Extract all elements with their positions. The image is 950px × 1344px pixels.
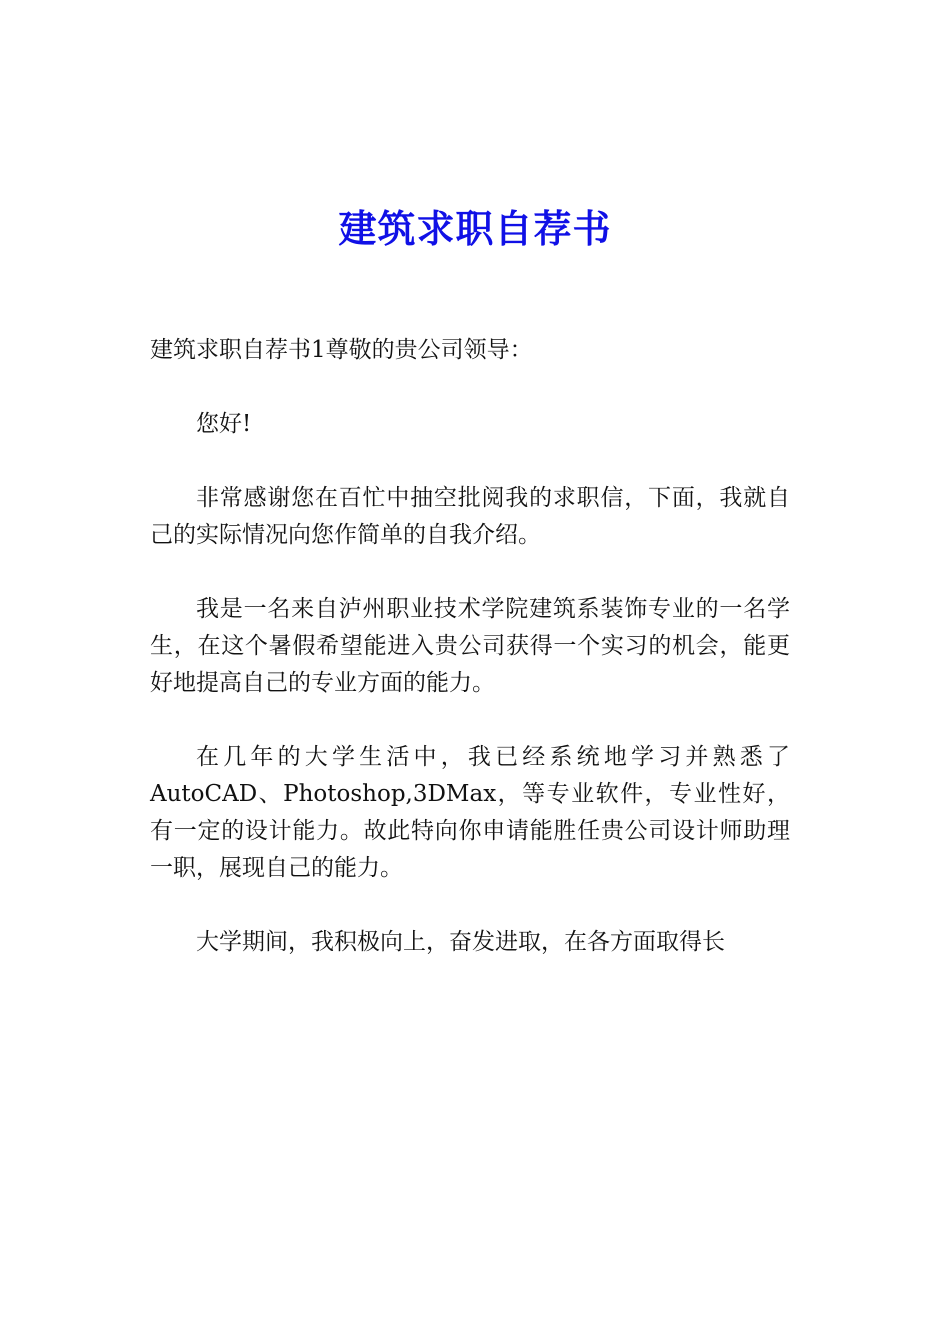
skills-paragraph: 在几年的大学生活中，我已经系统地学习并熟悉了AutoCAD、Photoshop,3DMax，等专业软件，专业性好，有一定的设计能力。故此特向你申请能胜任贵公司设计师助理一职，展现自己的能力。 bbox=[150, 744, 790, 881]
document-title: 建筑求职自荐书 bbox=[338, 206, 612, 252]
background-paragraph: 我是一名来自泸州职业技术学院建筑系装饰专业的一名学生，在这个暑假希望能进入贵公司获得一个实习的机会，能更好地提高自己的专业方面的能力。 bbox=[150, 596, 790, 696]
intro-paragraph: 非常感谢您在百忙中抽空批阅我的求职信，下面，我就自己的实际情况向您作简单的自我介绍。 bbox=[150, 485, 790, 548]
greeting-paragraph: 您好! bbox=[196, 411, 252, 437]
document-body bbox=[150, 332, 790, 998]
salutation-paragraph: 建筑求职自荐书1尊敬的贵公司领导： bbox=[150, 337, 533, 363]
university-paragraph: 大学期间，我积极向上，奋发进取，在各方面取得长 bbox=[196, 929, 725, 955]
